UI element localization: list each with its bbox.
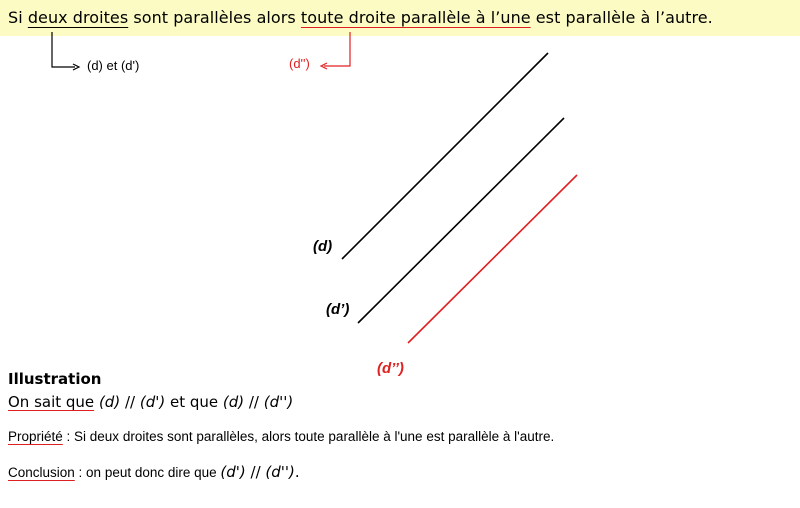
annotation-d-second: (d'') xyxy=(289,56,310,71)
annotation-d-and-d-prime: (d) et (d') xyxy=(87,58,140,73)
conclusion-relation xyxy=(220,463,299,481)
conclusion-end: . xyxy=(294,463,300,481)
theorem-middle: sont parallèles alors xyxy=(128,8,301,27)
conclusion-text: : on peut donc dire que xyxy=(74,465,221,480)
conclusion-rel-left: (d') xyxy=(220,463,246,481)
conclusion-label: Conclusion xyxy=(8,465,75,480)
given-rel1-left: (d) xyxy=(98,393,121,411)
given-rel2-right: (d'') xyxy=(263,393,294,411)
conclusion-rel-op: // xyxy=(245,463,266,481)
property-statement xyxy=(8,429,554,444)
given-statement xyxy=(8,393,293,411)
given-and: et que xyxy=(165,393,223,411)
label-d-prime: (d’) xyxy=(326,301,350,318)
given-rel2-left: (d) xyxy=(222,393,245,411)
label-d-second: (d’’) xyxy=(377,360,404,377)
bracket-connector-black xyxy=(52,32,75,67)
illustration-heading: Illustration xyxy=(8,370,102,388)
given-rel2-op: // xyxy=(244,393,264,411)
conclusion-statement xyxy=(8,463,300,481)
line-d-second xyxy=(408,175,577,343)
given-label: On sait que xyxy=(8,393,95,411)
theorem-part-toute-droite: toute droite parallèle à l’une xyxy=(300,8,531,27)
conclusion-rel-right: (d'') xyxy=(265,463,295,481)
label-d: (d) xyxy=(313,238,333,255)
property-text: : Si deux droites sont parallèles, alors toute parallèle à l'une est parallèle à l'autre. xyxy=(62,429,555,444)
line-d-prime xyxy=(358,118,564,323)
theorem-suffix: est parallèle à l’autre. xyxy=(530,8,713,27)
theorem-part-deux-droites: deux droites xyxy=(27,8,129,27)
bracket-connector-red xyxy=(324,32,350,66)
given-rel1-right: (d') xyxy=(139,393,166,411)
property-label: Propriété xyxy=(8,429,63,444)
theorem-prefix: Si xyxy=(8,8,28,27)
given-rel1-op: // xyxy=(120,393,140,411)
line-d xyxy=(342,53,548,259)
